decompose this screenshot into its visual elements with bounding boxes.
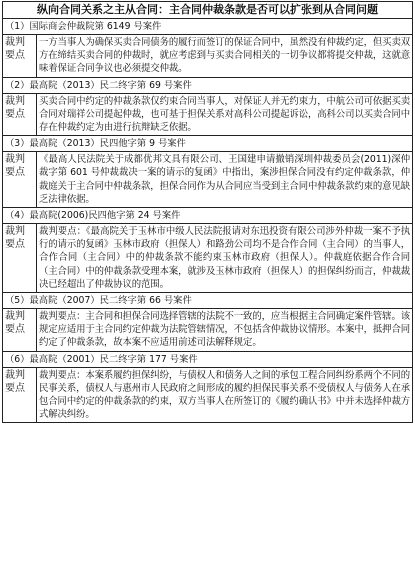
case-3-body: 《最高人民法院关于成都优邦文具有限公司、王国建申请撤销深圳仲裁委员会(2011)深仲裁字第 601 号仲裁裁决一案的请示的复函》中指出，案涉担保合同没有约定仲裁条款，仲裁庭关于主合同中仲裁条款，担保合同作为从合同应当受到主合同中仲裁条款约束的意见缺乏法律依据。: [37, 152, 413, 208]
case-body-row: [3, 367, 413, 423]
case-1-body: 一方当事人为确保买卖合同债务的履行而签订的保证合同中，虽然没有仲裁约定，但买卖双方在缔结买卖合同的仲裁时，就应考虑到与买卖合同相关的一切争议都将提交仲裁，这就意味着保证合同争议也必须提交仲裁。: [37, 35, 413, 78]
case-1-header: （1）国际商会仲裁院第 6149 号案件: [3, 19, 413, 35]
case-6-header: （6）最高院（2001）民二终字第 177 号案件: [3, 351, 413, 367]
case-2-label: 裁判要点: [3, 93, 37, 136]
case-6-label: 裁判要点: [3, 367, 37, 423]
case-4-label: 裁判要点: [3, 224, 37, 293]
case-4-header: （4）最高院(2006)民四他字第 24 号案件: [3, 208, 413, 224]
case-3-header: （3）最高院（2013）民四他字第 9 号案件: [3, 136, 413, 152]
case-5-label: 裁判要点: [3, 309, 37, 352]
case-header-row: [3, 293, 413, 309]
case-body-row: [3, 309, 413, 352]
case-body-row: [3, 93, 413, 136]
case-5-header: （5）最高院（2007）民二终字第 66 号案件: [3, 293, 413, 309]
case-4-body: 裁判要点：《最高院关于玉林市中级人民法院报请对东迅投资有限公司涉外仲裁一案不予执行的请示的复函》玉林市政府（担保人）和路劲公司均不是合作合同（主合同）的当事人，合作合同（主合同）中的仲裁条款不能约束玉林市政府（担保人）。仲裁庭依据合作合同（主合同）中的仲裁条款受理本案，就涉及玉林市政府（担保人）的担保纠纷而言，仲裁裁决已经超出了仲裁协议的范围。: [37, 224, 413, 293]
case-3-label: 裁判要点: [3, 152, 37, 208]
case-body-row: [3, 224, 413, 293]
case-header-row: [3, 19, 413, 35]
case-2-body: 买卖合同中约定的仲裁条款仅约束合同当事人，对保证人并无约束力，中航公司可依据买卖合同对瑞祥公司提起仲裁，也可基于担保关系对高科公司提起诉讼，高科公司以买卖合同中存在仲裁约定为由进行抗辩缺乏依据。: [37, 93, 413, 136]
case-header-row: [3, 77, 413, 93]
case-5-body: 裁判要点：主合同和担保合同选择管辖的法院不一致的，应当根据主合同确定案件管辖。该规定应适用于主合同约定仲裁为法院管辖情况，不包括含仲裁协议情形。本案中，抵押合同约定了仲裁条款，故本案不应适用前述司法解释规定。: [37, 309, 413, 352]
title-row: [3, 2, 413, 19]
case-body-row: [3, 35, 413, 78]
case-6-body: 裁判要点：本案系履约担保纠纷，与债权人和债务人之间的承包工程合同纠纷系两个不同的民事关系，债权人与惠州市人民政府之间形成的履约担保民事关系不受债权人与债务人在承包合同中约定的仲裁条款的约束，双方当事人在所签订的《履约确认书》中并未选择仲裁方式解决纠纷。: [37, 367, 413, 423]
case-1-label: 裁判要点: [3, 35, 37, 78]
case-header-row: [3, 351, 413, 367]
table-title: 纵向合同关系之主从合同：主合同仲裁条款是否可以扩张到从合同问题: [3, 2, 413, 19]
case-header-row: [3, 208, 413, 224]
case-2-header: （2）最高院（2013）民二终字第 69 号案件: [3, 77, 413, 93]
case-table: [2, 1, 413, 423]
case-header-row: [3, 136, 413, 152]
case-body-row: [3, 152, 413, 208]
